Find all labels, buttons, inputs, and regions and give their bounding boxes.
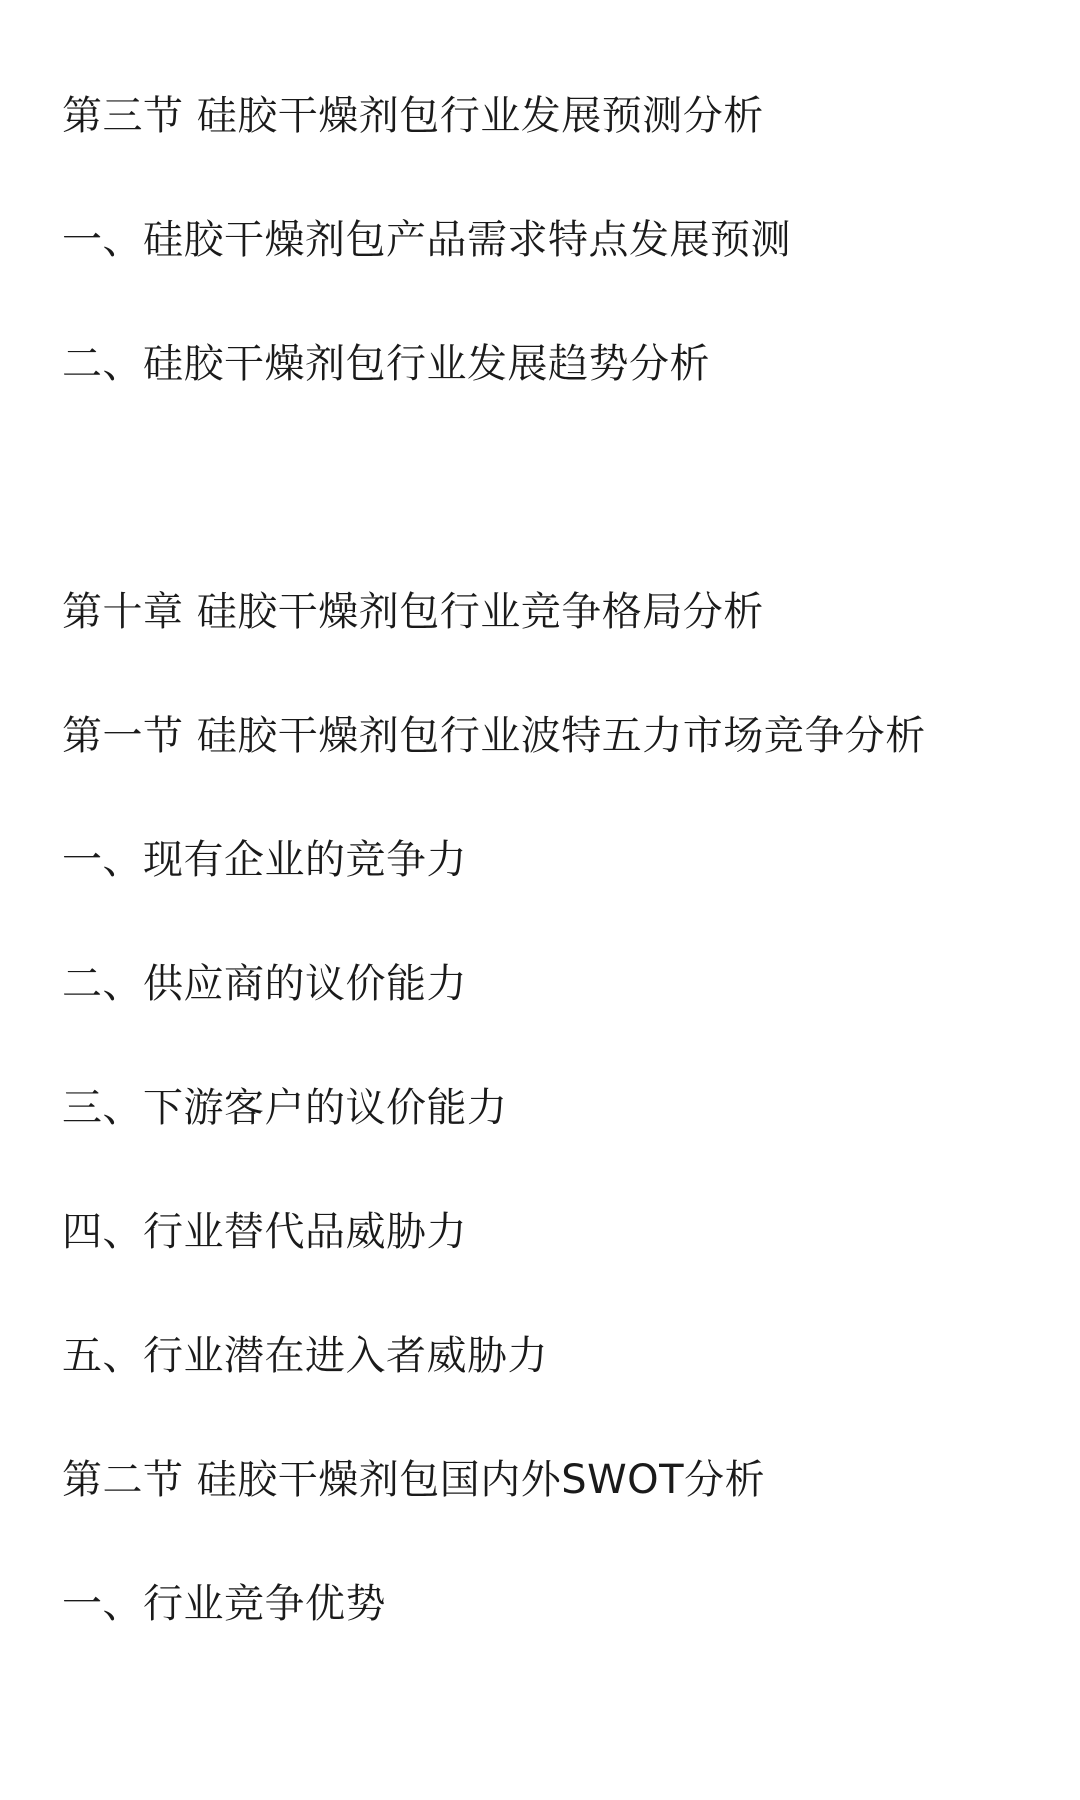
section-heading: 第一节 硅胶干燥剂包行业波特五力市场竞争分析 [62, 713, 926, 759]
list-item: 三、下游客户的议价能力 [62, 1085, 508, 1131]
section-heading: 第三节 硅胶干燥剂包行业发展预测分析 [62, 93, 764, 139]
list-item: 一、硅胶干燥剂包产品需求特点发展预测 [62, 217, 791, 263]
section-heading: 第二节 硅胶干燥剂包国内外SWOT分析 [62, 1457, 766, 1503]
list-item: 二、硅胶干燥剂包行业发展趋势分析 [62, 341, 710, 387]
list-item: 一、现有企业的竞争力 [62, 837, 467, 883]
list-item: 一、行业竞争优势 [62, 1581, 386, 1627]
list-item: 五、行业潜在进入者威胁力 [62, 1333, 548, 1379]
list-item: 四、行业替代品威胁力 [62, 1209, 467, 1255]
list-item: 二、供应商的议价能力 [62, 961, 467, 1007]
chapter-heading: 第十章 硅胶干燥剂包行业竞争格局分析 [62, 589, 764, 635]
